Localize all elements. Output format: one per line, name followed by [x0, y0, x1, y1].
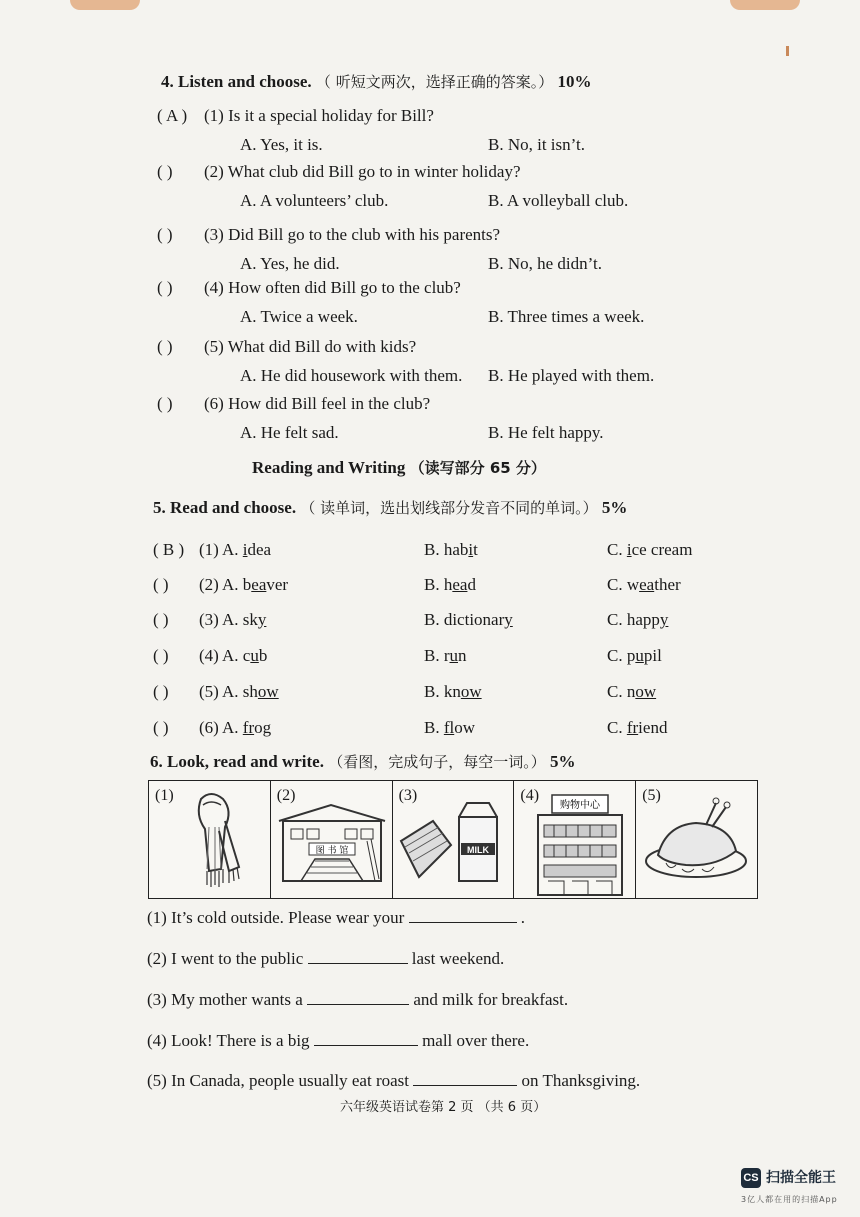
paper-edge-shadow	[730, 0, 800, 10]
picture-number: (5)	[642, 787, 661, 804]
underlined-sound: i	[626, 540, 632, 559]
question-text: (3) Did Bill go to the club with his parents?	[204, 225, 501, 244]
word-option-a[interactable]: A. frog	[222, 718, 272, 737]
picture-strip	[148, 780, 758, 899]
underlined-sound: y	[659, 610, 669, 629]
answer-bracket[interactable]: ( )	[153, 610, 169, 629]
question-text: (2) What club did Bill go to in winter holiday?	[204, 162, 521, 181]
answer-bracket[interactable]: ( )	[153, 682, 169, 701]
word-option-b[interactable]: B. habit	[424, 540, 478, 559]
underlined-sound: ea	[452, 575, 468, 594]
underlined-sound: i	[468, 540, 474, 559]
answer-blank[interactable]	[308, 949, 408, 964]
option-b[interactable]: B. No, he didn’t.	[488, 254, 602, 273]
library-sign: 图 书 馆	[315, 846, 349, 856]
answer-bracket[interactable]: ( )	[157, 394, 173, 413]
row-number: (4)	[199, 646, 219, 665]
sandwich-milk-icon	[393, 781, 514, 898]
watermark-name: 扫描全能王	[766, 1170, 836, 1186]
camscanner-logo-icon: CS	[741, 1168, 761, 1188]
underlined-sound: ea	[639, 575, 655, 594]
answer-bracket[interactable]: ( )	[157, 337, 173, 356]
answer-bracket[interactable]: ( B )	[153, 540, 185, 559]
section-4-heading: 4. Listen and choose. （ 听短文两次，选择正确的答案。） 10%	[161, 72, 592, 91]
row-number: (5)	[199, 682, 219, 701]
shopping-mall-icon	[514, 781, 635, 898]
row-number: (3)	[199, 610, 219, 629]
word-option-b[interactable]: B. know	[424, 682, 482, 701]
roast-turkey-icon	[636, 781, 757, 898]
underlined-sound: y	[504, 610, 513, 629]
picture-4	[514, 781, 636, 898]
underlined-sound: fl	[443, 718, 455, 737]
underlined-sound: ow	[635, 682, 657, 701]
word-option-a[interactable]: A. idea	[222, 540, 272, 559]
library-building-icon	[271, 781, 392, 898]
option-a[interactable]: A. He felt sad.	[240, 423, 339, 442]
underlined-sound: fr	[626, 718, 639, 737]
mall-sign: 购物中心	[560, 800, 601, 811]
word-option-c[interactable]: C. happy	[607, 610, 669, 629]
word-option-c[interactable]: C. friend	[607, 718, 668, 737]
answer-bracket[interactable]: ( A )	[157, 106, 188, 125]
answer-blank[interactable]	[307, 990, 409, 1005]
underlined-sound: fr	[242, 718, 255, 737]
row-number: (6)	[199, 718, 219, 737]
paper-edge-shadow	[70, 0, 140, 10]
question-text: (1) Is it a special holiday for Bill?	[204, 106, 434, 125]
question-text: (6) How did Bill feel in the club?	[204, 394, 431, 413]
fill-sentence: (2) I went to the public last weekend.	[147, 949, 505, 968]
underlined-sound: y	[257, 610, 267, 629]
question-text: (5) What did Bill do with kids?	[204, 337, 417, 356]
word-option-a[interactable]: A. cub	[222, 646, 268, 665]
part-heading: Reading and Writing （读写部分 65 分）	[252, 458, 546, 477]
option-b[interactable]: B. Three times a week.	[488, 307, 645, 326]
answer-bracket[interactable]: ( )	[157, 278, 173, 297]
answer-blank[interactable]	[413, 1071, 517, 1086]
row-number: (2)	[199, 575, 219, 594]
underlined-sound: ea	[251, 575, 267, 594]
option-b[interactable]: B. He played with them.	[488, 366, 655, 385]
word-option-a[interactable]: A. beaver	[222, 575, 289, 594]
underlined-sound: u	[635, 646, 644, 665]
option-a[interactable]: A. Yes, it is.	[240, 135, 323, 154]
section-5-heading: 5. Read and choose. （ 读单词，选出划线部分发音不同的单词。） 5%	[153, 498, 628, 517]
picture-number: (2)	[276, 787, 296, 804]
fill-sentence: (5) In Canada, people usually eat roast on Thanksgiving.	[147, 1071, 641, 1090]
option-a[interactable]: A. He did housework with them.	[240, 366, 463, 385]
underlined-sound: ow	[257, 682, 279, 701]
word-option-c[interactable]: C. pupil	[607, 646, 662, 665]
option-b[interactable]: B. No, it isn’t.	[488, 135, 585, 154]
underlined-sound: u	[449, 646, 458, 665]
word-option-b[interactable]: B. head	[424, 575, 476, 594]
answer-blank[interactable]	[409, 908, 517, 923]
question-text: (4) How often did Bill go to the club?	[204, 278, 461, 297]
word-option-b[interactable]: B. run	[424, 646, 467, 665]
option-a[interactable]: A. Twice a week.	[240, 307, 358, 326]
underlined-sound: ow	[460, 682, 482, 701]
section-6-heading: 6. Look, read and write. （看图，完成句子，每空一词。） 5%	[150, 752, 576, 771]
word-option-c[interactable]: C. ice cream	[607, 540, 693, 559]
fill-sentence: (4) Look! There is a big mall over there.	[147, 1031, 530, 1050]
milk-label: MILK	[466, 845, 489, 855]
fill-sentence: (3) My mother wants a and milk for breakfast.	[147, 990, 569, 1009]
picture-number: (4)	[520, 787, 540, 804]
answer-bracket[interactable]: ( )	[153, 646, 169, 665]
page-footer: 六年级英语试卷第 2 页 （共 6 页）	[340, 1100, 547, 1115]
option-a[interactable]: A. Yes, he did.	[240, 254, 340, 273]
picture-1	[149, 781, 271, 898]
answer-bracket[interactable]: ( )	[157, 162, 173, 181]
picture-2	[271, 781, 393, 898]
word-option-b[interactable]: B. dictionary	[424, 610, 513, 629]
picture-number: (3)	[398, 787, 418, 804]
option-b[interactable]: B. He felt happy.	[488, 423, 604, 442]
answer-bracket[interactable]: ( )	[153, 575, 169, 594]
row-number: (1)	[199, 540, 219, 559]
picture-number: (1)	[155, 787, 174, 804]
answer-bracket[interactable]: ( )	[157, 225, 173, 244]
picture-3	[393, 781, 515, 898]
option-b[interactable]: B. A volleyball club.	[488, 191, 629, 210]
answer-blank[interactable]	[314, 1031, 418, 1046]
word-option-a[interactable]: A. show	[222, 682, 279, 701]
word-option-b[interactable]: B. flow	[424, 718, 476, 737]
word-option-c[interactable]: C. weather	[607, 575, 681, 594]
word-option-a[interactable]: A. sky	[222, 610, 267, 629]
scan-mark	[786, 46, 789, 56]
fill-sentence: (1) It’s cold outside. Please wear your .	[147, 908, 526, 927]
watermark-tagline: 3亿人都在用的扫描App	[741, 1195, 838, 1204]
word-option-c[interactable]: C. now	[607, 682, 657, 701]
answer-bracket[interactable]: ( )	[153, 718, 169, 737]
scarf-icon	[149, 781, 270, 898]
picture-5	[636, 781, 757, 898]
underlined-sound: u	[250, 646, 259, 665]
option-a[interactable]: A. A volunteers’ club.	[240, 191, 389, 210]
underlined-sound: i	[242, 540, 248, 559]
